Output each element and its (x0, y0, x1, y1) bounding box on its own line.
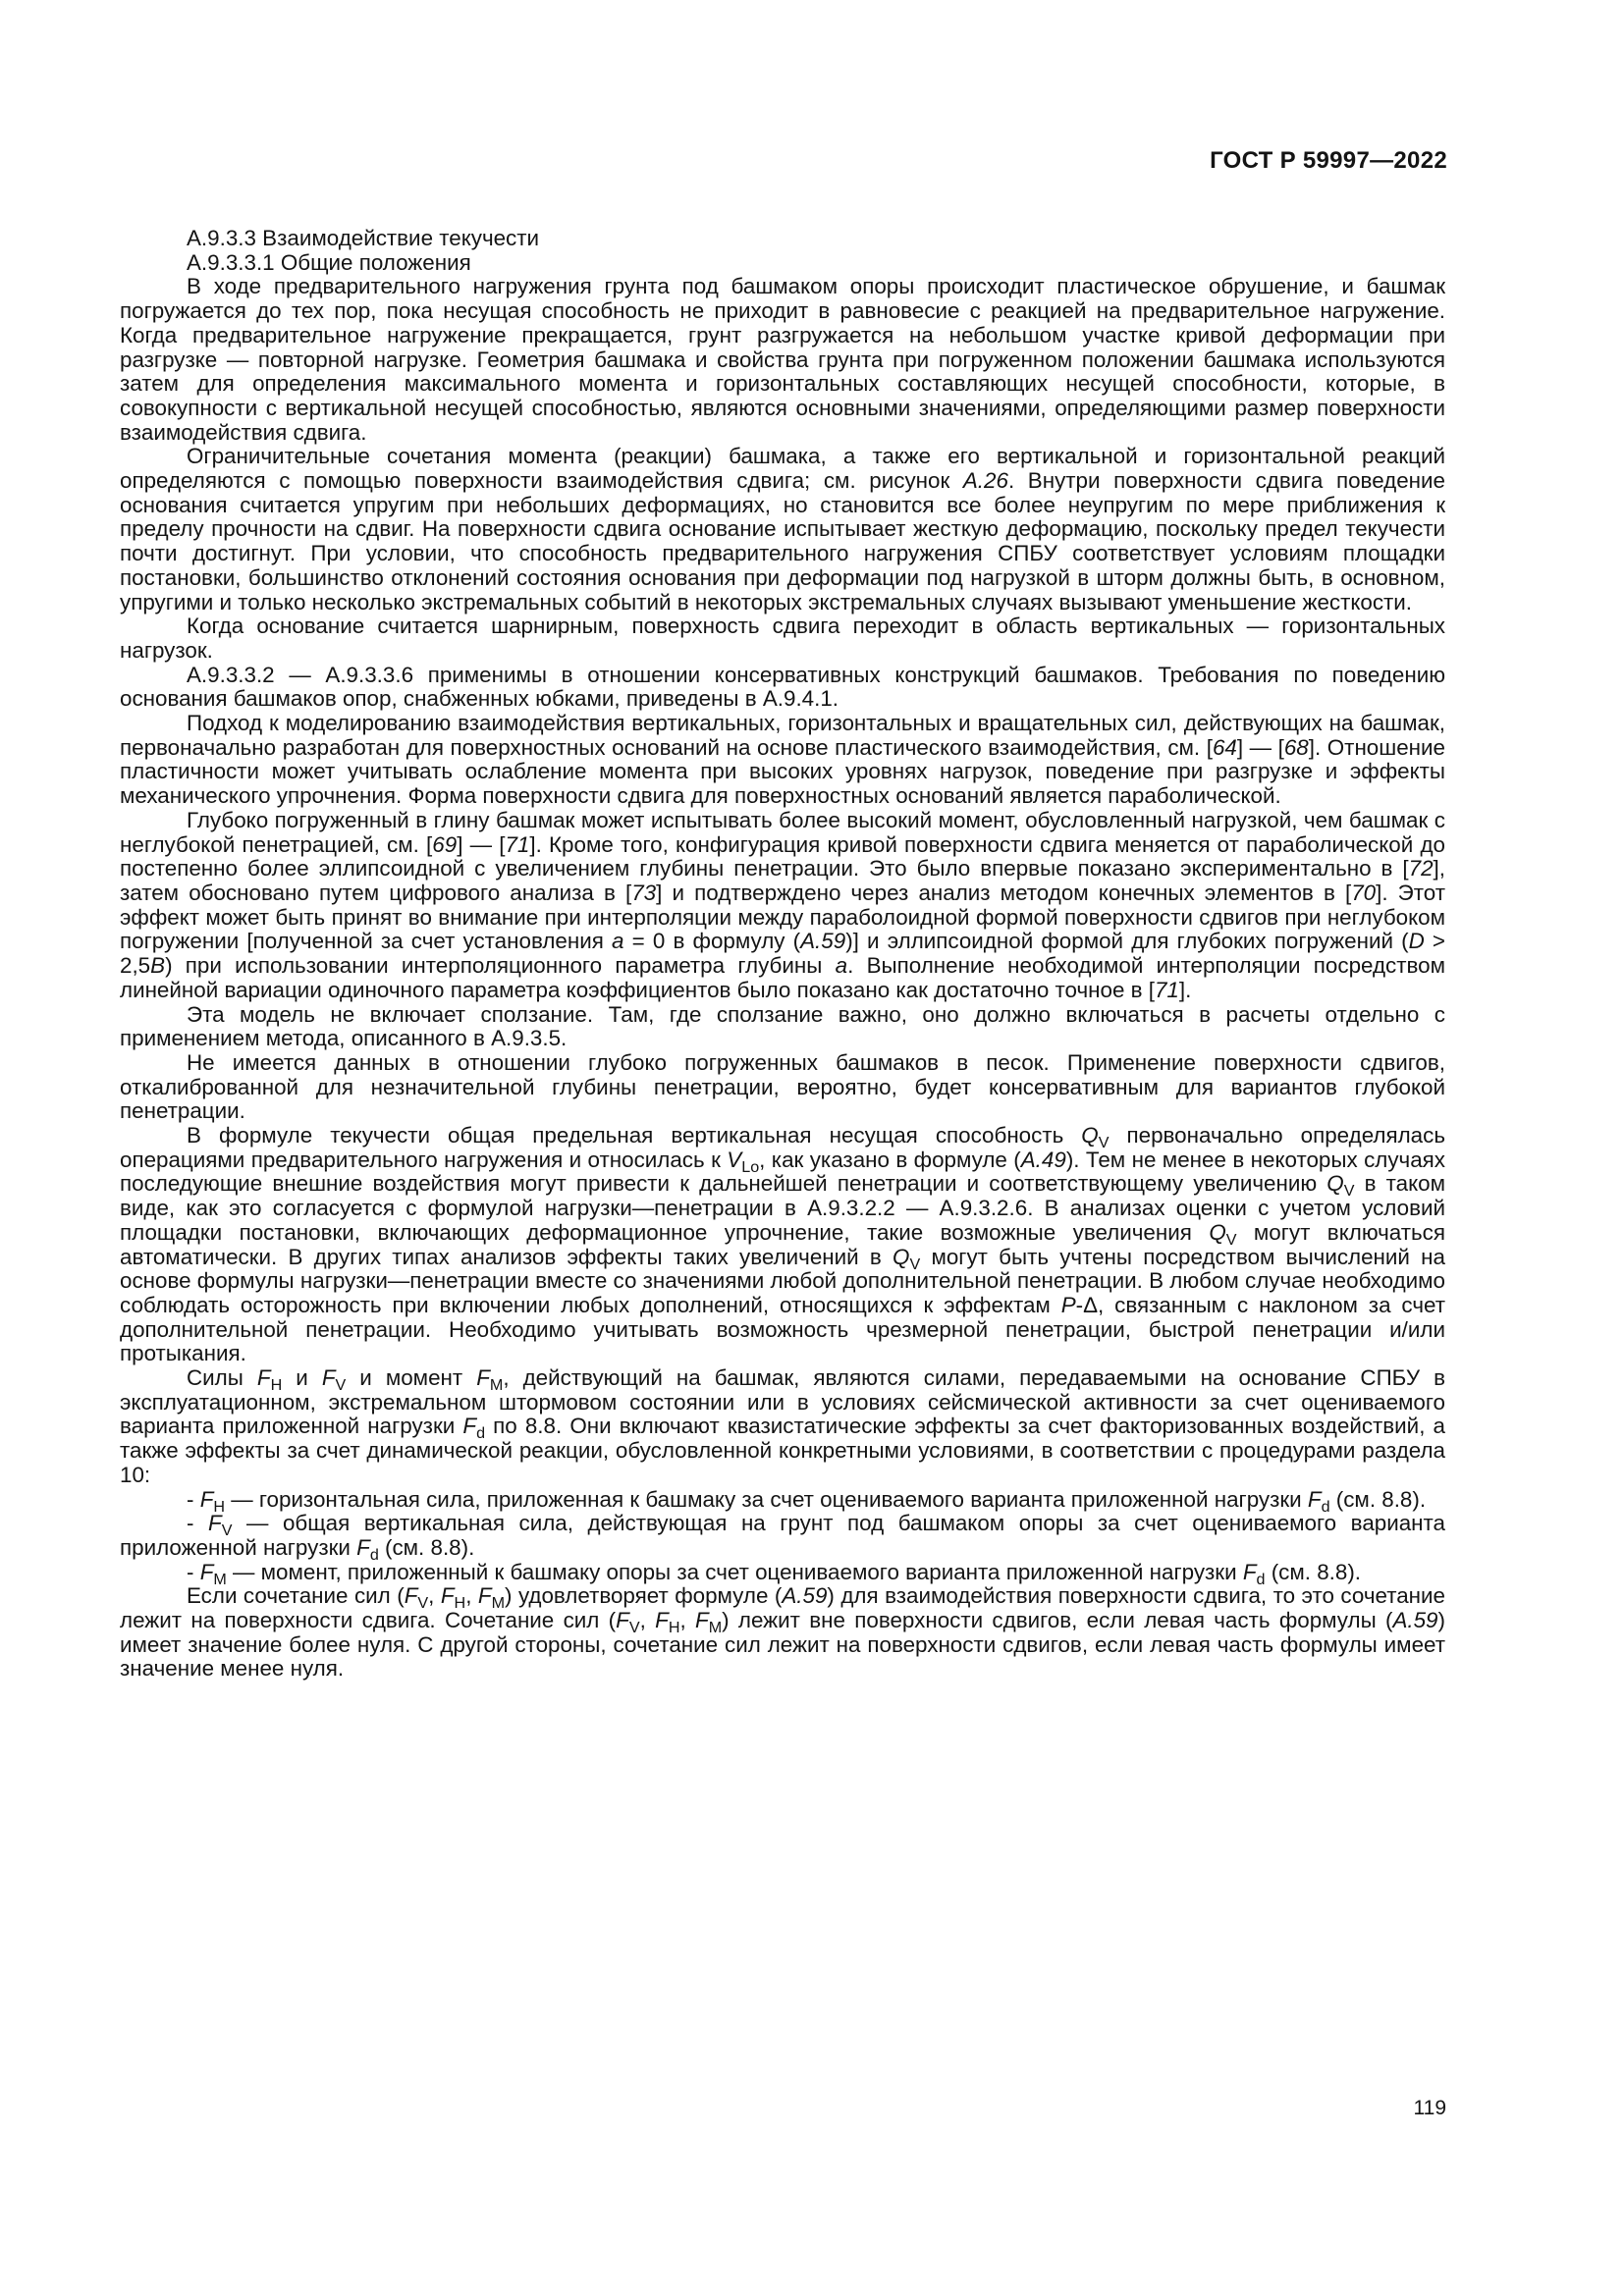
standard-designation: ГОСТ Р 59997—2022 (1210, 147, 1447, 174)
body-paragraph: Глубоко погруженный в глину башмак может испытывать более высокий момент, обусловленный нагрузкой, чем башмак с неглубокой пенетрацией, см. [69] — [71]. Кроме того, конфигурация кривой поверхности сдвига меняется от параболической до постепенно более эллипсоидной с увеличением глубины пенетрации. Это было впервые показано экспериментально в [72], затем обосновано путем цифрового анализа в [73] и подтверждено через анализ методом конечных элементов в [70]. Этот эффект может быть принят во внимание при интерполяции между параболоидной формой поверхности сдвигов при неглубоком погружении [полученной за счет установления а = 0 в формулу (А.59)] и эллипсоидной формой для глубоких погружений (D > 2,5В) при использовании интерполяционного параметра глубины а. Выполнение необходимой интерполяции посредством линейной вариации одиночного параметра коэффициентов было показано как достаточно точное в [71]. (120, 807, 1446, 1002)
body-paragraph: Силы $F_H$ и $F_V$ и момент $F_M$, действующий на башмак, являются силами, передаваемыми на основание СПБУ в эксплуатационном, экстремальном штормовом состоянии или в условиях сейсмической активности за счет оцениваемого варианта приложенной нагрузки $F_d$ по 8.8. Они включают квазистатические эффекты за счет факторизованных воздействий, а также эффекты за счет динамической реакции, обусловленной конкретными условиями, в соответствии с процедурами раздела 10: (120, 1365, 1446, 1487)
body-paragraph: В ходе предварительного нагружения грунта под башмаком опоры происходит пластическое обрушение, и башмак погружается до тех пор, пока несущая способность не приходит в равновесие с реакцией на предварительное нагружение. Когда предварительное нагружение прекращается, грунт разгружается на небольшом участке кривой деформации при разгрузке — повторной нагрузке. Геометрия башмака и свойства грунта при погруженном положении башмака используются затем для определения максимального момента и горизонтальных составляющих несущей способности, которые, в совокупности с вертикальной несущей способностью, являются основными значениями, определяющими размер поверхности взаимодействия сдвига. (120, 274, 1445, 445)
section-heading: А.9.3.3 Взаимодействие текучести (187, 226, 540, 250)
body-paragraph: Не имеется данных в отношении глубоко погруженных башмаков в песок. Применение поверхности сдвигов, откалиброванной для незначительной глубины пенетрации, вероятно, будет консервативным для вариантов глубокой пенетрации. (120, 1049, 1445, 1124)
subsection-heading: А.9.3.3.1 Общие положения (187, 249, 471, 275)
body-paragraph: В формуле текучести общая предельная вертикальная несущая способность $Q_V$ первоначально определялась операциями предварительного нагружения и относилась к $V_{Lo}$, как указано в формуле (А.49). Тем не менее в некоторых случаях последующие внешние воздействия могут привести к дальнейшей пенетрации и соответствующему увеличению $Q_V$ в таком виде, как это согласуется с формулой нагрузки—пенетрации в А.9.3.2.2 — А.9.3.2.6. В анализах оценки с учетом условий площадки постановки, включающих деформационное упрочнение, такие возможные увеличения $Q_V$ могут включаться автоматически. В других типах анализов эффекты таких увеличений в $Q_V$ могут быть учтены посредством вычислений на основе формулы нагрузки—пенетрации вместе со значениями любой дополнительной пенетрации. В любом случае необходимо соблюдать осторожность при включении любых дополнений, относящихся к эффектам Р-Δ, связанным с наклоном за счет дополнительной пенетрации. Необходимо учитывать возможность чрезмерной пенетрации, быстрой пенетрации и/или протыкания. (120, 1123, 1446, 1366)
document-header (1210, 147, 1447, 175)
list-item: - $F_H$ — горизонтальная сила, приложенная к башмаку за счет оцениваемого варианта приложенной нагрузки $F_d$ (см. 8.8). (187, 1486, 1427, 1516)
body-paragraph: Ограничительные сочетания момента (реакции) башмака, а также его вертикальной и горизонтальной реакций определяются с помощью поверхности взаимодействия сдвига; см. рисунок А.26. Внутри поверхности сдвига поведение основания считается упругим при небольших деформациях, но становится все более неупругим по мере приближения к пределу прочности на сдвиг. На поверхности сдвига основание испытывает жесткую деформацию, поскольку предел текучести почти достигнут. При условии, что способность предварительного нагружения СПБУ соответствует условиям площадки постановки, большинство отклонений состояния основания при деформации под нагрузкой в шторм должны быть, в основном, упругими и только несколько экстремальных событий в некоторых экстремальных случаях вызывают уменьшение жесткости. (120, 444, 1445, 614)
body-paragraph: Эта модель не включает сползание. Там, где сползание важно, оно должно включаться в расчеты отдельно с применением метода, описанного в А.9.3.5. (120, 1001, 1445, 1051)
body-paragraph: Подход к моделированию взаимодействия вертикальных, горизонтальных и вращательных сил, действующих на башмак, первоначально разработан для поверхностных оснований на основе пластического взаимодействия, см. [64] — [68]. Отношение пластичности может учитывать ослабление момента при высоких уровнях нагрузок, поведение при разгрузке и эффекты механического упрочнения. Форма поверхности сдвига для поверхностных оснований является параболической. (120, 711, 1446, 809)
list-item: - $F_M$ — момент, приложенный к башмаку опоры за счет оцениваемого варианта приложенной нагрузки $F_d$ (см. 8.8). (187, 1559, 1361, 1588)
body-paragraph: А.9.3.3.2 — А.9.3.3.6 применимы в отношении консервативных конструкций башмаков. Требования по поведению основания башмаков опор, снабженных юбками, приведены в А.9.4.1. (120, 662, 1445, 712)
page-number: 119 (1413, 2097, 1446, 2119)
body-paragraph: Если сочетание сил ($F_V$, $F_H$, $F_M$) удовлетворяет формуле (А.59) для взаимодействия поверхности сдвига, то это сочетание лежит на поверхности сдвига. Сочетание сил ($F_V$, $F_H$, $F_M$) лежит вне поверхности сдвигов, если левая часть формулы (А.59) имеет значение более нуля. С другой стороны, сочетание сил лежит на поверхности сдвигов, если левая часть формулы имеет значение менее нуля. (120, 1583, 1445, 1682)
document-body (120, 227, 1445, 1682)
body-paragraph: Когда основание считается шарнирным, поверхность сдвига переходит в область вертикальных — горизонтальных нагрузок. (120, 614, 1445, 663)
list-item: - $F_V$ — общая вертикальная сила, действующая на грунт под башмаком опоры за счет оцениваемого варианта приложенной нагрузки $F_d$ (см. 8.8). (120, 1511, 1446, 1564)
